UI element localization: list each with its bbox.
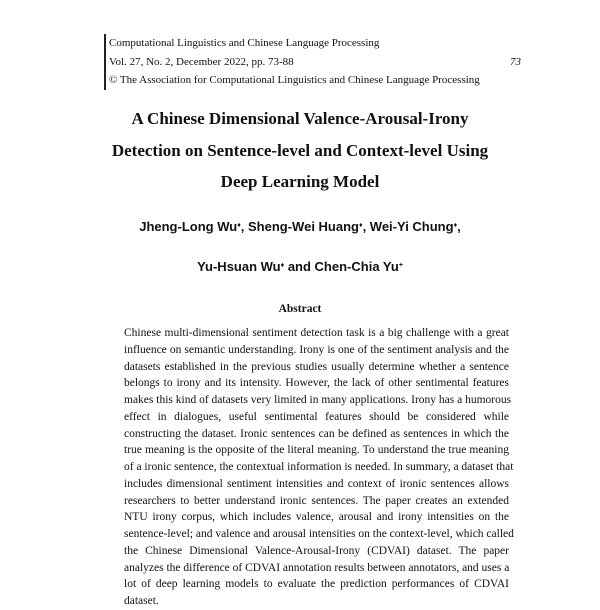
author-line: [60, 259, 540, 274]
abstract-line: NTU irony corpus, which includes valence, arousal and irony intensities on the: [124, 511, 509, 524]
abstract-line: influence on semantic understanding. Irony is one of the sentiment analysis and the: [124, 343, 509, 356]
abstract-line: dataset.: [124, 595, 159, 607]
author-line: [60, 219, 540, 234]
author-separator: ,: [240, 219, 248, 234]
title-line: A Chinese Dimensional Valence-Arousal-Irony: [131, 109, 469, 128]
abstract-line: true meaning is the opposite of the literal meaning. To understand the true meaning: [124, 444, 509, 457]
paper-title: [60, 103, 540, 198]
author-name: Chen-Chia Yu: [314, 259, 399, 274]
title-line: Deep Learning Model: [220, 172, 380, 191]
author-name: Wei-Yi Chung: [369, 219, 454, 234]
author-name: Jheng-Long Wu: [139, 219, 238, 234]
affiliation-mark: +: [398, 262, 403, 269]
page-number: 73: [510, 55, 521, 68]
author-separator: and: [284, 259, 315, 274]
abstract-line: sentence-level; and valence and arousal intensities on the context-level, which called: [124, 528, 514, 540]
abstract-line: the Chinese Dimensional Valence-Arousal-Irony (CDVAI) dataset. The paper: [124, 544, 509, 557]
author-separator: ,: [362, 219, 370, 234]
journal-name: Computational Linguistics and Chinese Language Processing: [109, 37, 380, 49]
abstract-line: datasets established in the previous studies usually determine whether a sentence: [124, 360, 509, 373]
author-name: Yu-Hsuan Wu: [197, 259, 281, 274]
abstract-line: analyzes the difference of CDVAI annotation results between annotators, and uses a: [124, 561, 510, 574]
abstract-line: of a ironic sentence, the contextual information is needed. In summary, a dataset that: [124, 461, 514, 473]
running-header: [104, 34, 521, 90]
abstract-line: belongs to irony and its intensity. However, the lack of other sentimental features: [124, 377, 509, 390]
affiliation-mark: ♦: [237, 222, 241, 229]
abstract-line: includes dimensional sentiment intensities and context of ironic sentences allows: [124, 477, 509, 490]
affiliation-mark: ♦: [453, 222, 458, 229]
abstract-body: [124, 325, 514, 610]
affiliation-mark: ♦: [280, 262, 285, 269]
affiliation-mark: ♦: [358, 222, 363, 229]
abstract-line: Chinese multi-dimensional sentiment detection task is a big challenge with a great: [124, 327, 509, 339]
author-separator: ,: [457, 219, 461, 234]
abstract-line: makes this kind of datasets very limited in many applications. Irony has a humorous: [124, 394, 512, 406]
volume-info: Vol. 27, No. 2, December 2022, pp. 73-88: [109, 55, 294, 68]
copyright: © The Association for Computational Linguistics and Chinese Language Processing: [109, 74, 480, 86]
abstract-line: effect in dialogues, useful sentimental features should be considered while: [124, 410, 509, 423]
title-line: Detection on Sentence-level and Context-level Using: [111, 140, 489, 160]
abstract-line: researchers to better understand ironic sentences. The paper creates an extended: [124, 494, 509, 507]
abstract-line: constructing the dataset. Ironic sentences can be defined as sentences in which the: [124, 427, 509, 440]
author-name: Sheng-Wei Huang: [248, 219, 359, 234]
abstract-line: lot of deep learning models to evaluate the prediction performances of CDVAI: [124, 578, 509, 591]
abstract-heading: Abstract: [278, 303, 322, 315]
